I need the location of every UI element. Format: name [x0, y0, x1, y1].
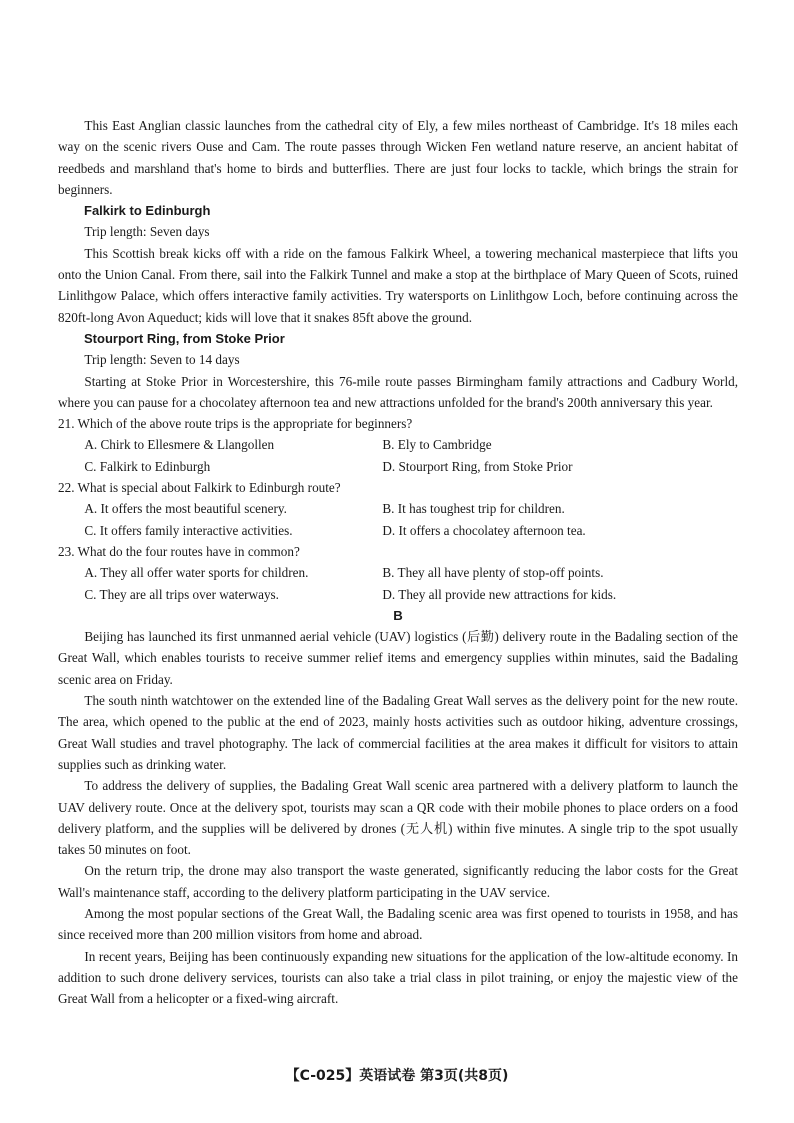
option-b[interactable]: B. Ely to Cambridge: [382, 437, 492, 453]
option-a[interactable]: A. Chirk to Ellesmere & Llangollen: [84, 437, 275, 453]
trip-length-stourport: Trip length: Seven to 14 days: [84, 352, 240, 368]
option-d[interactable]: D. It offers a chocolatey afternoon tea.: [382, 522, 586, 538]
paragraph-b-1: Beijing has launched its first unmanned aerial vehicle (UAV) logistics (后勤) delivery route in the Badaling section of the Great Wall, which enables tourists to receive summer relief items and emergency supplies within minutes, said the Badaling scenic area on Friday.: [58, 629, 738, 687]
question-23: [58, 541, 738, 605]
option-a[interactable]: A. It offers the most beautiful scenery.: [84, 501, 287, 517]
option-c[interactable]: C. It offers family interactive activities.: [84, 522, 293, 538]
paragraph-b-5: Among the most popular sections of the Great Wall, the Badaling scenic area was first opened to tourists in 1958, and has since received more than 200 million visitors from home and abroad.: [58, 905, 738, 943]
paragraph-b-6: In recent years, Beijing has been continuously expanding new situations for the application of the low-altitude economy. In addition to such drone delivery services, tourists can also take a trial class in pilot training, or enjoy the majestic view of the Great Wall from a helicopter or a fixed-wing aircraft.: [58, 948, 738, 1007]
exam-page: [58, 115, 738, 1009]
option-a[interactable]: A. They all offer water sports for children.: [84, 565, 309, 581]
page-footer: 【C-025】英语试卷 第3页(共8页): [285, 1068, 509, 1084]
option-c[interactable]: C. Falkirk to Edinburgh: [84, 458, 211, 474]
question-21: [58, 413, 738, 477]
option-b[interactable]: B. It has toughest trip for children.: [382, 501, 565, 517]
option-d[interactable]: D. They all provide new attractions for kids.: [382, 586, 617, 602]
paragraph-stourport: Starting at Stoke Prior in Worcestershire, this 76-mile route passes Birmingham family attractions and Cadbury World, where you can pause for a chocolatey afternoon tea and new attractions unfolded for the brand's 200th anniversary this year.: [58, 373, 738, 410]
paragraph-falkirk: This Scottish break kicks off with a ride on the famous Falkirk Wheel, a towering mechanical masterpiece that lifts you onto the Union Canal. From there, sail into the Falkirk Tunnel and make a stop at the birthplace of Mary Queen of Scots, ruined Linlithgow Palace, which offers interactive family activities. Try watersports on Linlithgow Loch, before continuing across the 820ft-long Avon Aqueduct; kids will love that it snakes 85ft above the ground.: [58, 245, 738, 325]
paragraph-b-2: The south ninth watchtower on the extended line of the Badaling Great Wall serves as the delivery point for the new route. The area, which opened to the public at the end of 2023, mainly hosts activities such as outdoor hiking, adventure crossings, Great Wall studies and travel photography. The lack of commercial facilities at the area makes it difficult for visitors to attain supplies such as drinking water.: [58, 693, 738, 772]
answer-options: [58, 562, 738, 605]
paragraph-b-4: On the return trip, the drone may also transport the waste generated, significantly reducing the labor costs for the Great Wall's maintenance staff, according to the delivery platform participating in the UAV service.: [58, 863, 738, 900]
trip-length-falkirk: Trip length: Seven days: [84, 224, 210, 240]
option-d[interactable]: D. Stourport Ring, from Stoke Prior: [382, 458, 573, 474]
question-stem: 21. Which of the above route trips is the appropriate for beginners?: [58, 416, 413, 432]
paragraph-b-3: To address the delivery of supplies, the Badaling Great Wall scenic area partnered with a delivery platform to launch the UAV delivery route. Once at the delivery spot, tourists may scan a QR code with their mobile phones to place orders on a food delivery platform, and the supplies will be delivered by drones (无人机) within five minutes. A single trip to the spot usually takes 50 minutes on foot.: [58, 778, 738, 858]
option-c[interactable]: C. They are all trips over waterways.: [84, 586, 279, 602]
paragraph-ely-cambridge: This East Anglian classic launches from the cathedral city of Ely, a few miles northeast of Cambridge. It's 18 miles each way on the scenic rivers Ouse and Cam. The route passes through Wicken Fen wetland nature reserve, an ancient habitat of reedbeds and marshland that's home to birds and butterflies. There are just four locks to tackle, which brings the strain for beginners.: [58, 118, 738, 197]
question-stem: 22. What is special about Falkirk to Edinburgh route?: [58, 480, 341, 496]
answer-options: [58, 434, 738, 477]
section-b-heading: B: [393, 607, 403, 623]
question-22: [58, 477, 738, 541]
question-stem: 23. What do the four routes have in common?: [58, 543, 300, 559]
option-b[interactable]: B. They all have plenty of stop-off points.: [382, 565, 604, 581]
answer-options: [58, 498, 738, 541]
route-title-stourport: Stourport Ring, from Stoke Prior: [84, 330, 285, 346]
route-title-falkirk: Falkirk to Edinburgh: [84, 203, 211, 219]
